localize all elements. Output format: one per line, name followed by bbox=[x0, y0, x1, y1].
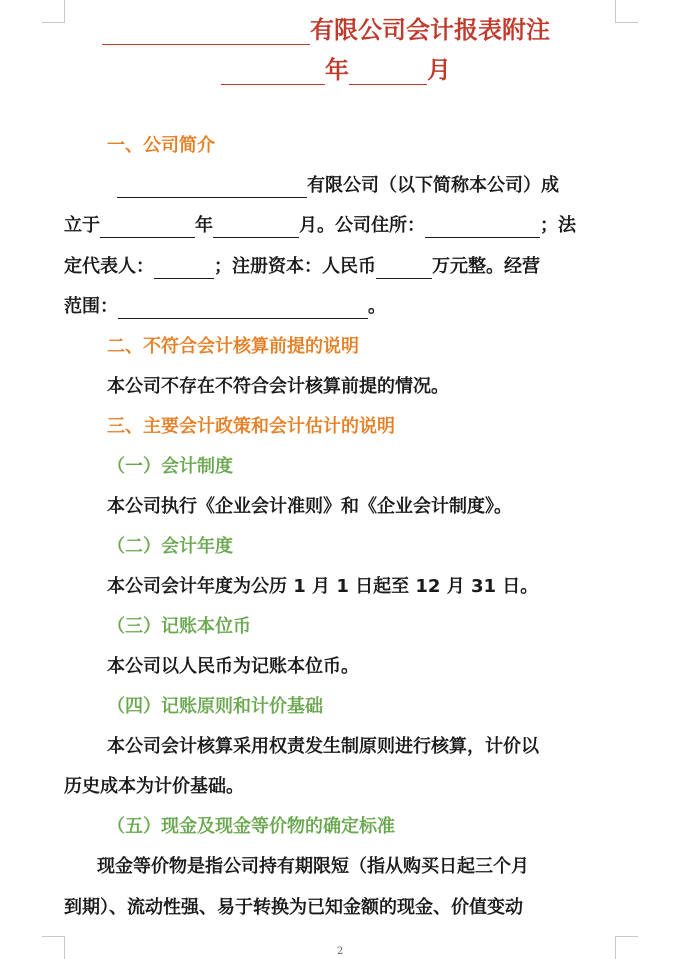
paragraph-line: 定代表人： ；注册资本：人民币 万元整。经营 bbox=[64, 256, 540, 277]
blank-address-field bbox=[425, 217, 540, 238]
blank-field bbox=[213, 217, 299, 238]
page-number: 2 bbox=[336, 946, 344, 957]
paragraph-line: 本公司不存在不符合会计核算前提的情况。 bbox=[107, 376, 449, 397]
paragraph-line: 到期）、流动性强、易于转换为已知金额的现金、价值变动 bbox=[64, 897, 523, 918]
blank-company-name bbox=[102, 20, 310, 45]
paragraph-line: 有限公司（以下简称本公司）成 bbox=[117, 174, 559, 198]
paragraph-line: 本公司以人民币为记账本位币。 bbox=[107, 656, 359, 677]
blank-company-name-field bbox=[117, 177, 307, 198]
doc-title-line1 bbox=[102, 10, 550, 45]
subsection-heading: （一）会计制度 bbox=[107, 456, 233, 477]
title-year: 年 bbox=[325, 56, 349, 84]
paragraph-line: 历史成本为计价基础。 bbox=[64, 776, 244, 797]
subsection-heading: （四）记账原则和计价基础 bbox=[107, 696, 323, 717]
paragraph-line: 范围： 。 bbox=[64, 296, 386, 317]
corner-mark bbox=[42, 0, 65, 23]
subsection-heading: （五）现金及现金等价物的确定标准 bbox=[107, 816, 395, 837]
title-month: 月 bbox=[427, 56, 451, 84]
title-text: 有限公司会计报表附注 bbox=[310, 16, 550, 44]
doc-title-line2 bbox=[221, 50, 451, 85]
blank-year bbox=[221, 60, 325, 85]
paragraph-line: 本公司执行《企业会计准则》和《企业会计制度》。 bbox=[107, 496, 512, 517]
paragraph-line: 立于 年 月。公司住所： ；法 bbox=[64, 215, 576, 236]
blank-month bbox=[349, 60, 427, 85]
corner-mark bbox=[615, 0, 638, 23]
section-heading: 三、主要会计政策和会计估计的说明 bbox=[107, 416, 395, 437]
subsection-heading: （三）记账本位币 bbox=[107, 616, 251, 637]
section-heading: 二、不符合会计核算前提的说明 bbox=[107, 336, 359, 357]
blank-scope-field bbox=[118, 298, 368, 319]
subsection-heading: （二）会计年度 bbox=[107, 536, 233, 557]
paragraph-line: 本公司会计年度为公历 1 月 1 日起至 12 月 31 日。 bbox=[107, 576, 539, 597]
blank-field bbox=[376, 258, 432, 279]
paragraph-line: 本公司会计核算采用权责发生制原则进行核算，计价以 bbox=[107, 736, 539, 757]
paragraph-line: 现金等价物是指公司持有期限短（指从购买日起三个月 bbox=[97, 856, 529, 877]
section-heading: 一、公司简介 bbox=[107, 135, 215, 156]
blank-field bbox=[154, 258, 214, 279]
blank-field bbox=[100, 217, 195, 238]
